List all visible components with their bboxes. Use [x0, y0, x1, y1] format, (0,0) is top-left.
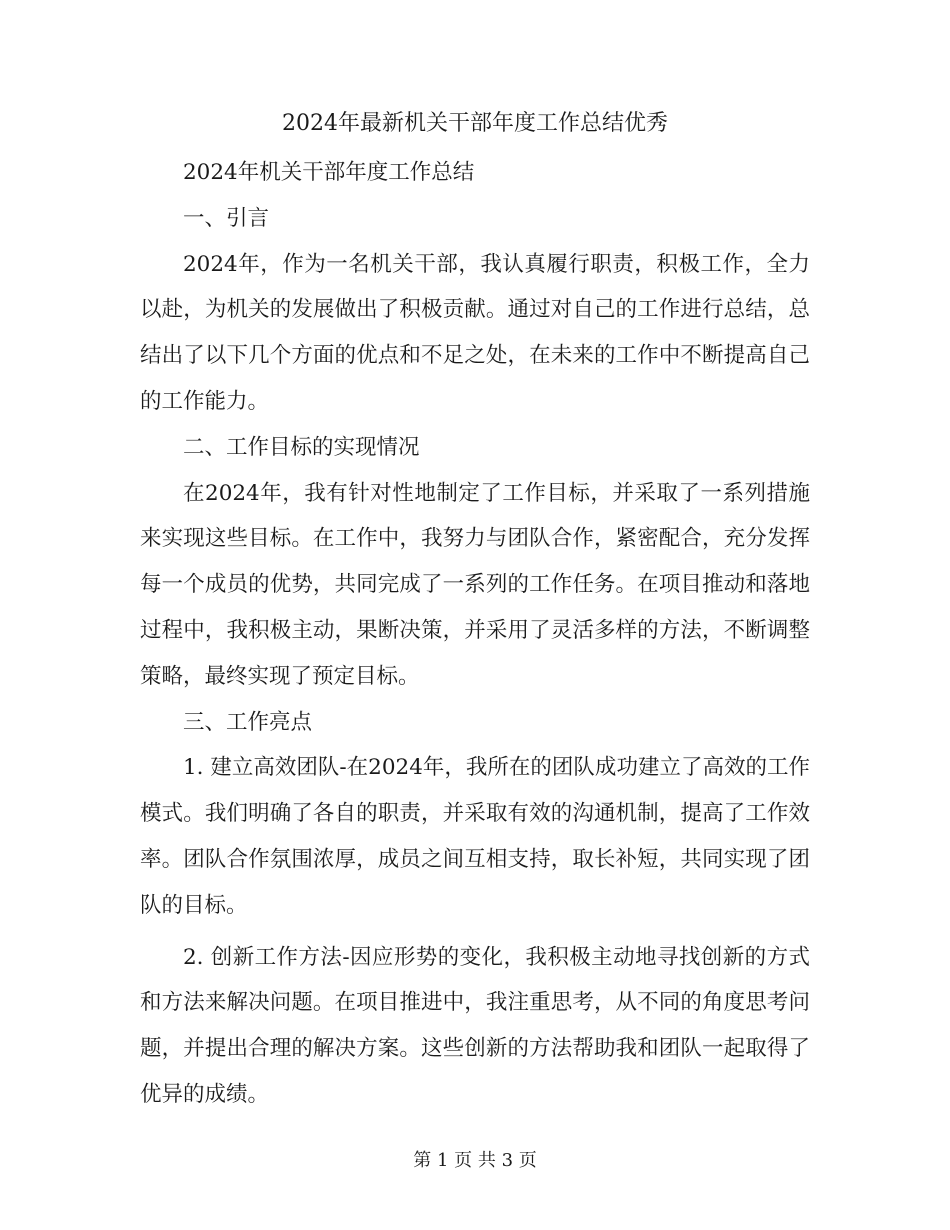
section-heading-goals: 二、工作目标的实现情况: [183, 434, 420, 460]
document-body: [140, 150, 810, 1118]
section-heading-introduction: 一、引言: [183, 205, 270, 231]
body-paragraph: 2024年，作为一名机关干部，我认真履行职责，积极工作，全力以赴，为机关的发展做出了积极贡献。通过对自己的工作进行总结，总结出了以下几个方面的优点和不足之处，在未来的工作中不断提高自己的工作能力。: [140, 251, 810, 414]
body-paragraph: 2. 创新工作方法-因应形势的变化，我积极主动地寻找创新的方式和方法来解决问题。在项目推进中，我注重思考，从不同的角度思考问题，并提出合理的解决方案。这些创新的方法帮助我和团队一起取得了优异的成绩。: [140, 944, 810, 1107]
subtitle-paragraph: 2024年机关干部年度工作总结: [183, 160, 475, 185]
body-paragraph: 在2024年，我有针对性地制定了工作目标，并采取了一系列措施来实现这些目标。在工作中，我努力与团队合作，紧密配合，充分发挥每一个成员的优势，共同完成了一系列的工作任务。在项目推动和落地过程中，我积极主动，果断决策，并采用了灵活多样的方法，不断调整策略，最终实现了预定目标。: [140, 480, 810, 689]
section-heading-highlights: 三、工作亮点: [183, 709, 313, 735]
document-title: 2024年最新机关干部年度工作总结优秀: [282, 111, 668, 136]
body-paragraph: 1. 建立高效团队-在2024年，我所在的团队成功建立了高效的工作模式。我们明确了各自的职责，并采取有效的沟通机制，提高了工作效率。团队合作氛围浓厚，成员之间互相支持，取长补短，共同实现了团队的目标。: [140, 755, 810, 918]
page-number-footer: 第 1 页 共 3 页: [413, 1150, 537, 1171]
